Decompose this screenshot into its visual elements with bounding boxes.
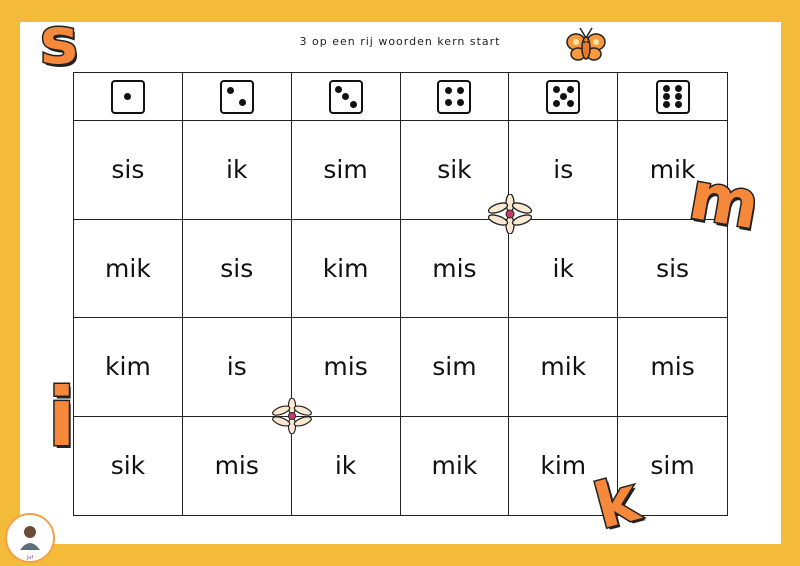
word-cell[interactable]: mis	[292, 318, 401, 417]
die-pip	[342, 93, 349, 100]
letter-i: i	[48, 371, 76, 464]
die-header-6	[618, 73, 727, 121]
word-cell[interactable]: mik	[618, 121, 727, 220]
word-cell[interactable]: mis	[183, 417, 292, 516]
die-pip	[675, 85, 682, 92]
word-cell[interactable]: kim	[292, 220, 401, 319]
die-pip	[445, 99, 452, 106]
word-cell[interactable]: sis	[618, 220, 727, 319]
word-cell[interactable]: ik	[292, 417, 401, 516]
word-cell[interactable]: ik	[183, 121, 292, 220]
word-cell[interactable]: kim	[509, 417, 618, 516]
flower-icon	[488, 194, 532, 234]
die-pip	[567, 100, 574, 107]
die-pip	[663, 101, 670, 108]
die-pip	[560, 93, 567, 100]
die-pip	[445, 87, 452, 94]
word-cell[interactable]: mis	[618, 318, 727, 417]
die-pip	[675, 93, 682, 100]
die-header-3	[292, 73, 401, 121]
word-cell[interactable]: sim	[650, 451, 695, 481]
letter-k: k	[587, 461, 646, 544]
die-pip	[350, 101, 357, 108]
word-cell[interactable]: is	[183, 318, 292, 417]
die-pip	[239, 99, 246, 106]
die-pip	[457, 99, 464, 106]
word-cell[interactable]: is	[509, 121, 618, 220]
word-cell[interactable]: mis	[401, 220, 510, 319]
word-grid	[73, 72, 728, 516]
word-cell[interactable]: kim	[74, 318, 183, 417]
logo-icon	[4, 512, 56, 564]
die-header-1	[74, 73, 183, 121]
die-pip	[663, 93, 670, 100]
word-cell[interactable]: sim	[292, 121, 401, 220]
word-cell[interactable]: ik	[509, 220, 618, 319]
flower-icon	[272, 398, 312, 434]
worksheet-title: 3 op een rij woorden kern start	[299, 35, 501, 48]
word-cell[interactable]: sik	[401, 121, 510, 220]
die-3-icon	[329, 80, 363, 114]
die-pip	[675, 101, 682, 108]
die-pip	[227, 87, 234, 94]
die-pip	[553, 86, 560, 93]
svg-text:juf: juf	[26, 555, 34, 561]
die-5-icon	[546, 80, 580, 114]
die-pip	[567, 86, 574, 93]
die-header-4	[401, 73, 510, 121]
die-pip	[457, 87, 464, 94]
letter-s: s	[40, 5, 79, 79]
die-pip	[335, 86, 342, 93]
word-cell[interactable]: sim	[401, 318, 510, 417]
word-cell[interactable]: sis	[183, 220, 292, 319]
die-pip	[124, 93, 131, 100]
word-cell[interactable]: sis	[74, 121, 183, 220]
word-cell[interactable]: mik	[401, 417, 510, 516]
die-6-icon	[656, 80, 690, 114]
butterfly-icon	[566, 24, 606, 64]
die-pip	[553, 100, 560, 107]
die-4-icon	[437, 80, 471, 114]
die-2-icon	[220, 80, 254, 114]
word-cell[interactable]: sik	[74, 417, 183, 516]
word-cell[interactable]: mik	[509, 318, 618, 417]
word-cell[interactable]: mik	[74, 220, 183, 319]
letter-m: m	[683, 156, 766, 245]
die-1-icon	[111, 80, 145, 114]
die-header-2	[183, 73, 292, 121]
die-header-5	[509, 73, 618, 121]
die-pip	[663, 85, 670, 92]
